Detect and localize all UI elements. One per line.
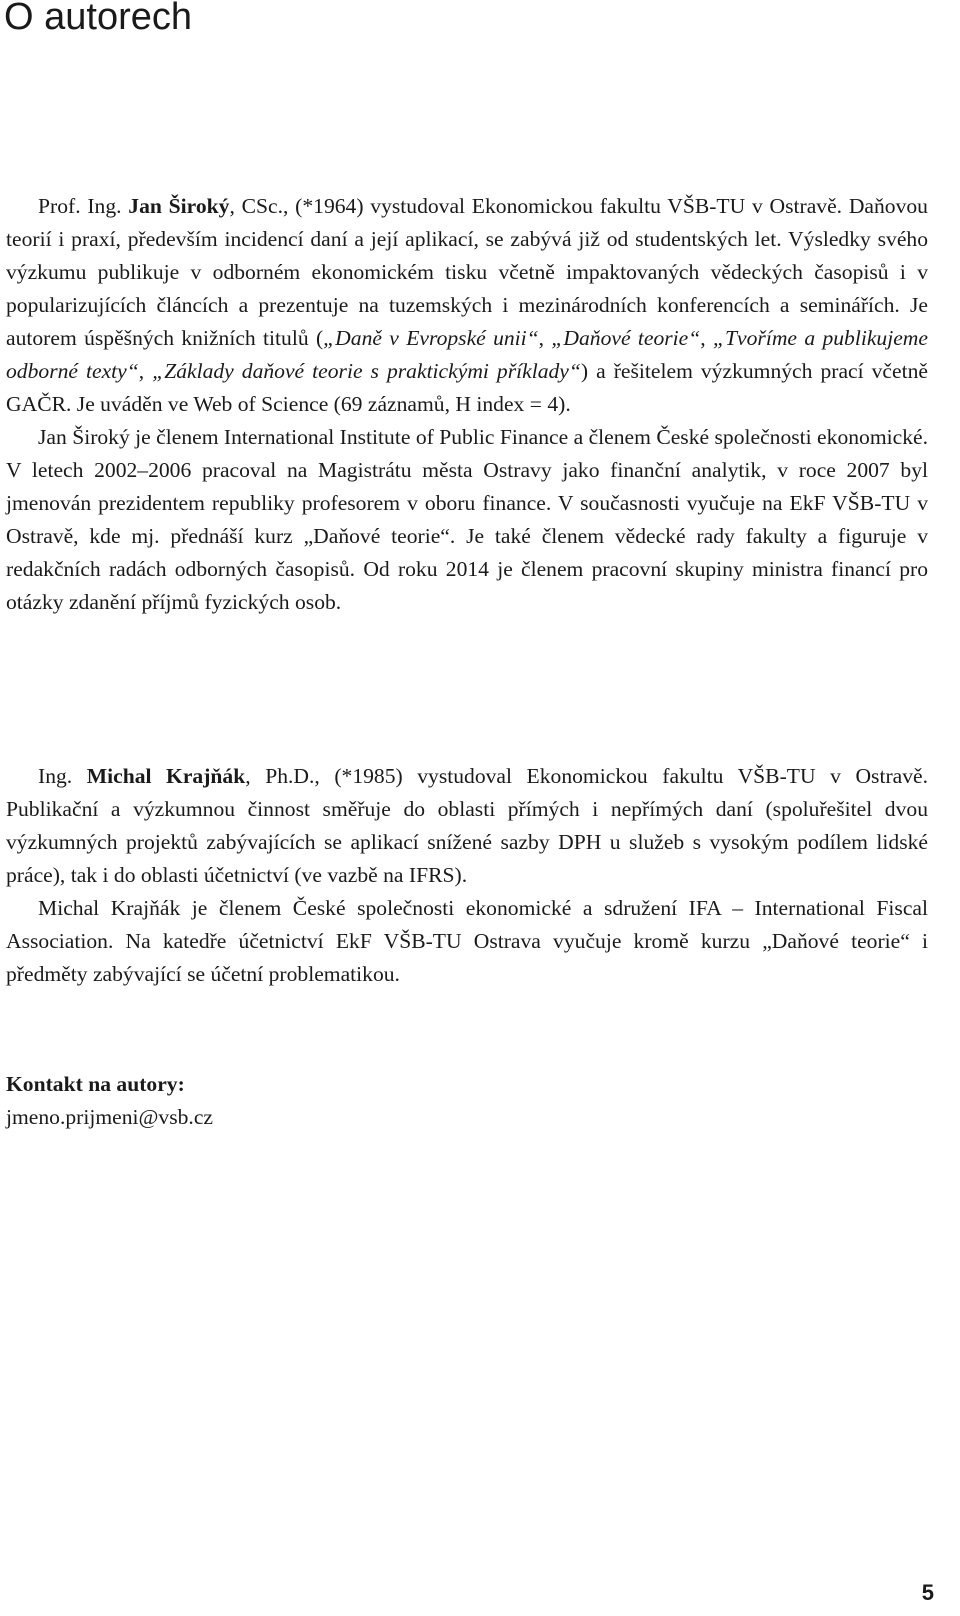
contact-email: jmeno.prijmeni@vsb.cz — [6, 1105, 213, 1129]
author-membership-paragraph: Jan Široký je členem International Institute of Public Finance a členem České společnosti ekonomické. V letech 2002–2006 pracoval na Magistrátu města Ostravy jako finanční analytik, v roce 2007 byl jmenován prezidentem republiky profesorem v oboru finance. V současnosti vyučuje na EkF VŠB-TU v Ostravě, kde mj. přednáší kurz „Daňové teorie“. Je také členem vědecké rady fakulty a figuruje v redakčních radách odborných časopisů. Od roku 2014 je členem pracovní skupiny ministra financí pro otázky zdanění příjmů fyzických osob. — [6, 425, 928, 614]
book-title: „Tvoříme a publikujeme odborné texty“ — [6, 326, 928, 383]
separator: , — [538, 326, 552, 350]
book-title: „Daňové teorie“ — [551, 326, 701, 350]
page-number: 5 — [921, 1580, 934, 1605]
contact-heading: Kontakt na autory: — [6, 1072, 185, 1096]
author-section-siroky — [6, 190, 928, 619]
author-bio-paragraph — [6, 760, 928, 892]
book-title: „Daně v Evropské unii“ — [323, 326, 539, 350]
bio-text: Ing. — [38, 764, 87, 788]
separator: , — [138, 359, 153, 383]
bio-text: , Ph.D., (*1985) vystudoval Ekonomickou fakultu VŠB-TU v Ostravě. Publikační a výzkumnou činnost směřuje do oblasti přímých i nepřímých daní (spoluřešitel dvou výzkumných projektů zabývajících se aplikací snížené sazby DPH u služeb s vysokým podílem lidské práce), tak i do oblasti účetnictví (ve vazbě na IFRS). — [6, 764, 928, 887]
bio-text: Prof. Ing. — [38, 194, 129, 218]
author-bio-paragraph — [6, 190, 928, 421]
author-name: Michal Krajňák — [86, 764, 246, 788]
author-section-krajnak — [6, 760, 928, 991]
page-title: O autorech — [4, 0, 192, 38]
bio-text: , CSc., (*1964) vystudoval Ekonomickou fakultu VŠB-TU v Ostravě. Daňovou teorií i praxí, především incidencí daní a její aplikací, se zabývá již od studentských let. Výsledky svého výzkumu publikuje v odborném ekonomickém tisku včetně impaktovaných vědeckých časopisů i v popularizujících článcích a prezentuje na tuzemských i mezinárodních konferencích a seminářích. Je autorem úspěšných knižních titulů ( — [6, 194, 928, 350]
author-membership-paragraph: Michal Krajňák je členem České společnosti ekonomické a sdružení IFA – International Fiscal Association. Na katedře účetnictví EkF VŠB-TU Ostrava vyučuje kromě kurzu „Daňové teorie“ i předměty zabývající se účetní problematikou. — [6, 896, 928, 986]
author-name: Jan Široký — [128, 194, 230, 218]
bio-text: ) a řešitelem výzkumných prací včetně GAČR. Je uváděn ve Web of Science (69 záznamů, H index = 4). — [6, 359, 928, 416]
contact-section — [6, 1068, 213, 1134]
book-title: „Základy daňové teorie s praktickými příklady“ — [152, 359, 581, 383]
separator: , — [700, 326, 714, 350]
